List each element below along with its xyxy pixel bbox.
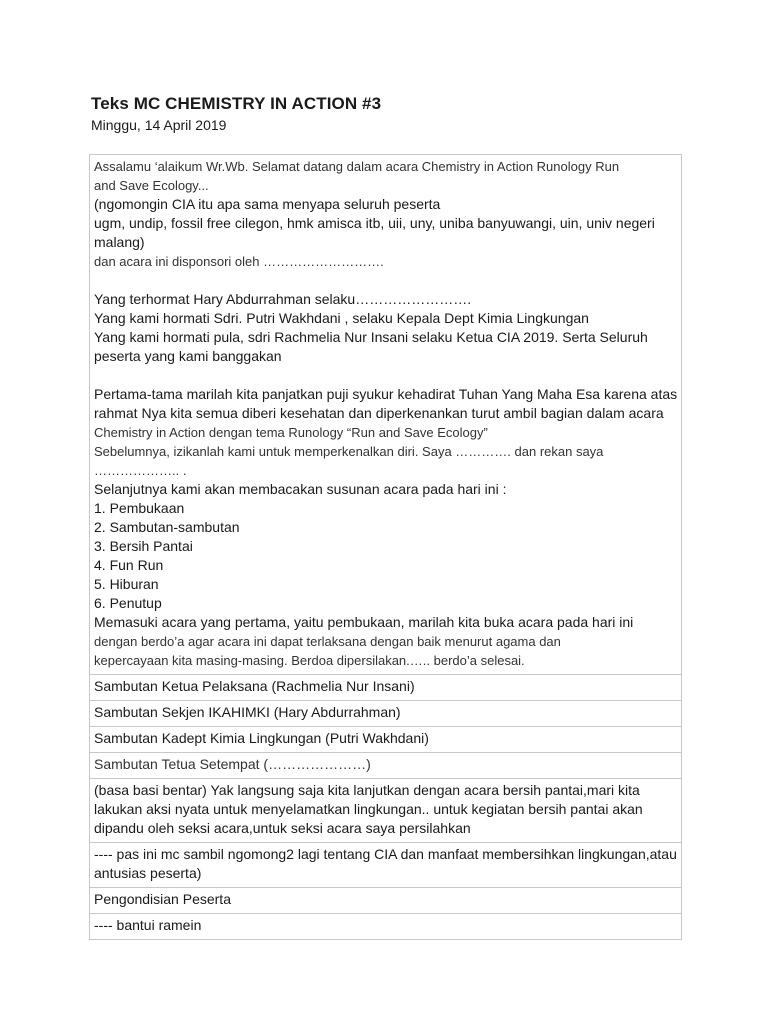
text-line: rahmat Nya kita semua diberi kesehatan dan diperkenankan turut ambil bagian dalam acara bbox=[94, 405, 664, 421]
text-line: ugm, undip, fossil free cilegon, hmk amisca itb, uii, uny, uniba banyuwangi, uin, univ negeri bbox=[94, 215, 655, 231]
text-line: malang) bbox=[94, 234, 145, 250]
table-cell: ---- bantui ramein bbox=[90, 914, 682, 940]
text-line: lakukan aksi nyata untuk menyelamatkan lingkungan.. untuk kegiatan bersih pantai akan bbox=[94, 801, 643, 817]
text-line: ……………….. . bbox=[94, 463, 187, 478]
text-line: Yang kami hormati Sdri. Putri Wakhdani , selaku Kepala Dept Kimia Lingkungan bbox=[94, 310, 589, 326]
agenda-item: 2. Sambutan-sambutan bbox=[94, 519, 240, 535]
table-cell: Sambutan Ketua Pelaksana (Rachmelia Nur Insani) bbox=[90, 675, 682, 701]
text-line: antusias peserta) bbox=[94, 865, 202, 881]
table-row bbox=[90, 701, 682, 727]
text-line: (ngomongin CIA itu apa sama menyapa seluruh peserta bbox=[94, 196, 441, 212]
text-line: Yang terhormat Hary Abdurrahman selaku……………………. bbox=[94, 291, 472, 307]
agenda-item: 4. Fun Run bbox=[94, 557, 164, 573]
text-line: dan acara ini disponsori oleh ………………………. bbox=[94, 254, 384, 269]
table-row bbox=[90, 675, 682, 701]
text-line: peserta yang kami banggakan bbox=[94, 348, 282, 364]
table-row bbox=[90, 843, 682, 888]
text-line: (basa basi bentar) Yak langsung saja kita lanjutkan dengan acara bersih pantai,mari kita bbox=[94, 782, 640, 798]
text-line: Assalamu ‘alaikum Wr.Wb. Selamat datang dalam acara Chemistry in Action Runology Run bbox=[94, 159, 620, 174]
table-cell: Sambutan Sekjen IKAHIMKI (Hary Abdurrahman) bbox=[90, 701, 682, 727]
text-line: Pertama-tama marilah kita panjatkan puji syukur kehadirat Tuhan Yang Maha Esa karena atas bbox=[94, 386, 678, 402]
table-cell bbox=[90, 779, 682, 843]
document-title: Teks MC CHEMISTRY IN ACTION #3 bbox=[91, 94, 382, 113]
text-line: dengan berdo’a agar acara ini dapat terlaksana dengan baik menurut agama dan bbox=[94, 634, 561, 649]
agenda-item: 5. Hiburan bbox=[94, 576, 159, 592]
table-cell: Sambutan Tetua Setempat (…………………) bbox=[90, 753, 682, 779]
table-row bbox=[90, 727, 682, 753]
text-line: Yang kami hormati pula, sdri Rachmelia Nur Insani selaku Ketua CIA 2019. Serta Seluruh bbox=[94, 329, 648, 345]
text-line: Selanjutnya kami akan membacakan susunan acara pada hari ini : bbox=[94, 481, 507, 497]
paragraph-gap bbox=[94, 271, 677, 290]
table-row bbox=[90, 753, 682, 779]
paragraph-gap bbox=[94, 366, 677, 385]
document-date: Minggu, 14 April 2019 bbox=[91, 117, 227, 133]
text-line: dipandu oleh seksi acara,untuk seksi acara saya persilahkan bbox=[94, 820, 471, 836]
table-cell bbox=[90, 843, 682, 888]
agenda-item: 6. Penutup bbox=[94, 595, 162, 611]
table-cell: Pengondisian Peserta bbox=[90, 888, 682, 914]
table-row bbox=[90, 888, 682, 914]
table-cell: Sambutan Kadept Kimia Lingkungan (Putri Wakhdani) bbox=[90, 727, 682, 753]
table-row bbox=[90, 914, 682, 940]
text-line: kepercayaan kita masing-masing. Berdoa dipersilakan.….. berdo’a selesai. bbox=[94, 653, 525, 668]
text-line: Sebelumnya, izikanlah kami untuk memperkenalkan diri. Saya …………. dan rekan saya bbox=[94, 444, 604, 459]
table-row bbox=[90, 155, 682, 675]
script-table bbox=[89, 154, 682, 940]
text-line: Memasuki acara yang pertama, yaitu pembukaan, marilah kita buka acara pada hari ini bbox=[94, 614, 634, 630]
text-line: and Save Ecology... bbox=[94, 178, 209, 193]
text-line: ---- pas ini mc sambil ngomong2 lagi tentang CIA dan manfaat membersihkan lingkungan,atau bbox=[94, 846, 677, 862]
agenda-item: 3. Bersih Pantai bbox=[94, 538, 193, 554]
table-row bbox=[90, 779, 682, 843]
agenda-item: 1. Pembukaan bbox=[94, 500, 185, 516]
opening-script-cell bbox=[90, 155, 682, 675]
text-line: Chemistry in Action dengan tema Runology “Run and Save Ecology” bbox=[94, 425, 488, 440]
